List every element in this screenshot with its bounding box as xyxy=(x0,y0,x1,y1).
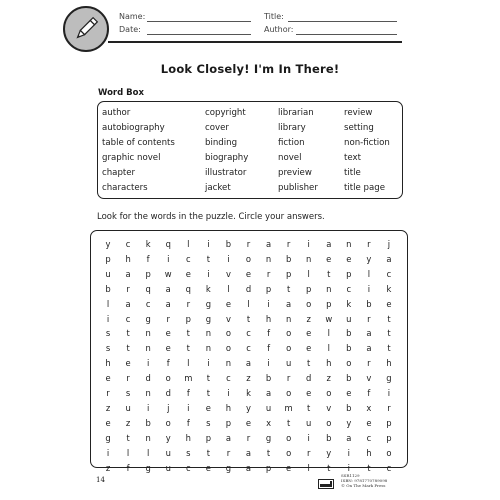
puzzle-letter[interactable]: n xyxy=(145,432,151,443)
puzzle-letter[interactable]: o xyxy=(386,447,392,458)
puzzle-letter[interactable]: f xyxy=(166,358,170,369)
puzzle-letter[interactable]: t xyxy=(206,388,210,399)
puzzle-letter[interactable]: v xyxy=(326,402,332,413)
puzzle-letter[interactable]: d xyxy=(306,373,312,384)
word-column-2 xyxy=(205,106,248,196)
puzzle-letter[interactable]: z xyxy=(105,462,111,473)
puzzle-letter[interactable]: l xyxy=(106,298,110,309)
word-item: author xyxy=(102,108,131,118)
puzzle-letter[interactable]: b xyxy=(145,417,151,428)
puzzle-letter[interactable]: g xyxy=(265,432,272,443)
puzzle-letter[interactable]: h xyxy=(386,358,392,369)
puzzle-letter[interactable]: t xyxy=(126,432,130,443)
puzzle-letter[interactable]: i xyxy=(227,388,230,399)
puzzle-letter[interactable]: i xyxy=(307,239,310,249)
puzzle-letter[interactable]: g xyxy=(145,313,151,324)
puzzle-letter[interactable]: e xyxy=(346,253,352,264)
word-item: binding xyxy=(205,138,238,148)
puzzle-letter[interactable]: t xyxy=(367,462,371,473)
puzzle-letter[interactable]: a xyxy=(245,447,252,458)
puzzle-letter[interactable]: t xyxy=(206,373,210,384)
puzzle-letter[interactable]: o xyxy=(286,432,292,443)
puzzle-letter[interactable]: j xyxy=(167,402,170,413)
puzzle-letter[interactable]: t xyxy=(126,328,130,339)
puzzle-letter[interactable]: r xyxy=(166,313,170,324)
word-item: table of contents xyxy=(102,138,175,148)
puzzle-letter[interactable]: i xyxy=(207,268,210,279)
puzzle-letter[interactable]: z xyxy=(105,402,111,413)
puzzle-letter[interactable]: o xyxy=(346,358,352,369)
puzzle-letter[interactable]: n xyxy=(145,388,151,399)
puzzle-letter[interactable]: l xyxy=(367,268,371,279)
puzzle-letter[interactable]: a xyxy=(265,388,272,399)
word-column-4 xyxy=(344,106,390,196)
word-item: cover xyxy=(205,123,229,133)
puzzle-letter[interactable]: t xyxy=(186,328,190,339)
puzzle-letter[interactable]: n xyxy=(205,343,212,354)
puzzle-letter[interactable]: c xyxy=(366,432,372,443)
puzzle-letter[interactable]: z xyxy=(125,417,131,428)
puzzle-letter[interactable]: w xyxy=(164,268,172,279)
instructions: Look for the words in the puzzle. Circle your answers. xyxy=(97,212,325,222)
puzzle-letter[interactable]: p xyxy=(386,417,392,428)
puzzle-letter[interactable]: r xyxy=(226,447,231,458)
puzzle-letter[interactable]: c xyxy=(185,462,191,473)
word-item: chapter xyxy=(102,168,136,178)
puzzle-letter[interactable]: x xyxy=(366,402,372,413)
puzzle-letter[interactable]: u xyxy=(165,462,171,473)
puzzle-letter[interactable]: a xyxy=(225,432,231,443)
puzzle-letter[interactable]: y xyxy=(366,253,372,264)
puzzle-letter[interactable]: s xyxy=(186,447,191,458)
puzzle-letter[interactable]: a xyxy=(346,432,352,443)
puzzle-letter[interactable]: n xyxy=(145,328,151,339)
puzzle-letter[interactable]: c xyxy=(226,373,231,384)
word-item: characters xyxy=(102,183,148,193)
puzzle-letter[interactable]: p xyxy=(105,253,111,264)
puzzle-letter[interactable]: b xyxy=(225,239,232,249)
publisher-logo-icon xyxy=(318,474,334,484)
puzzle-letter[interactable]: e xyxy=(366,417,372,428)
word-item: graphic novel xyxy=(102,153,161,163)
puzzle-letter[interactable]: n xyxy=(265,253,272,264)
word-item: illustrator xyxy=(205,168,247,178)
puzzle-letter[interactable]: e xyxy=(346,388,352,399)
puzzle-letter[interactable]: a xyxy=(165,283,171,294)
puzzle-letter[interactable]: p xyxy=(346,268,352,279)
puzzle-letter[interactable]: e xyxy=(245,417,252,428)
title-label: Title: xyxy=(264,12,284,21)
word-item: review xyxy=(344,108,373,118)
title-line[interactable] xyxy=(288,21,397,22)
puzzle-letter[interactable]: h xyxy=(185,432,191,443)
puzzle-letter[interactable]: c xyxy=(246,328,251,339)
puzzle-letter[interactable]: r xyxy=(286,239,291,249)
puzzle-letter[interactable]: f xyxy=(126,462,130,473)
puzzle-letter[interactable]: s xyxy=(105,328,111,339)
puzzle-letter[interactable]: e xyxy=(165,343,171,354)
puzzle-letter[interactable]: p xyxy=(306,283,312,294)
puzzle-letter[interactable]: r xyxy=(126,373,130,384)
puzzle-letter[interactable]: n xyxy=(225,358,232,369)
puzzle-letter[interactable]: b xyxy=(105,283,111,294)
puzzle-letter[interactable]: o xyxy=(286,447,292,458)
puzzle-letter[interactable]: l xyxy=(307,268,310,279)
puzzle-letter[interactable]: i xyxy=(347,447,350,458)
puzzle-letter[interactable]: t xyxy=(126,343,130,354)
puzzle-letter[interactable]: u xyxy=(165,447,171,458)
puzzle-letter[interactable]: p xyxy=(225,417,232,428)
puzzle-letter[interactable]: c xyxy=(386,462,392,473)
header-rule xyxy=(108,41,402,43)
puzzle-letter[interactable]: i xyxy=(387,388,391,399)
puzzle-letter[interactable]: b xyxy=(366,298,372,309)
puzzle-letter[interactable]: b xyxy=(346,402,352,413)
puzzle-letter[interactable]: l xyxy=(227,283,230,294)
puzzle-letter[interactable]: e xyxy=(386,298,392,309)
puzzle-letter[interactable]: f xyxy=(146,253,150,264)
title-field xyxy=(264,12,284,21)
puzzle-letter[interactable]: c xyxy=(185,253,191,264)
puzzle-letter[interactable]: y xyxy=(246,402,251,413)
puzzle-letter[interactable]: h xyxy=(225,402,232,413)
puzzle-letter[interactable]: t xyxy=(286,417,291,428)
puzzle-letter[interactable]: o xyxy=(245,253,252,264)
puzzle-letter[interactable]: e xyxy=(306,388,312,399)
puzzle-letter[interactable]: h xyxy=(265,313,272,324)
puzzle-letter[interactable]: v xyxy=(366,373,372,384)
puzzle-letter[interactable]: n xyxy=(306,253,312,264)
word-item: fiction xyxy=(278,138,305,148)
name-line[interactable] xyxy=(147,21,251,22)
puzzle-letter[interactable]: m xyxy=(184,373,193,384)
puzzle-letter[interactable]: l xyxy=(327,328,330,339)
puzzle-letter[interactable]: t xyxy=(327,268,331,279)
puzzle-letter[interactable]: e xyxy=(225,298,231,309)
puzzle-letter[interactable]: k xyxy=(246,388,251,399)
puzzle-letter[interactable]: b xyxy=(326,432,332,443)
author-field xyxy=(264,25,294,34)
puzzle-letter[interactable]: r xyxy=(367,239,371,249)
puzzle-letter[interactable]: o xyxy=(326,417,332,428)
puzzle-letter[interactable]: r xyxy=(106,388,110,399)
name-field xyxy=(119,12,145,21)
word-item: setting xyxy=(344,123,374,133)
puzzle-letter[interactable]: d xyxy=(145,373,151,384)
puzzle-letter[interactable]: d xyxy=(165,388,171,399)
date-field xyxy=(119,25,141,34)
puzzle-letter[interactable]: o xyxy=(286,388,292,399)
puzzle-letter[interactable]: i xyxy=(367,283,371,294)
puzzle-letter[interactable]: f xyxy=(367,388,371,399)
puzzle-letter[interactable]: c xyxy=(125,239,131,249)
puzzle-letter[interactable]: u xyxy=(346,313,352,324)
puzzle-letter[interactable]: k xyxy=(386,283,392,294)
word-item: text xyxy=(344,153,361,163)
word-item: autobiography xyxy=(102,123,165,133)
puzzle-letter[interactable]: q xyxy=(145,283,151,294)
puzzle-letter[interactable]: n xyxy=(326,283,332,294)
product-code: SSR1129 xyxy=(341,473,360,478)
word-box xyxy=(97,101,403,199)
puzzle-letter[interactable]: o xyxy=(286,328,292,339)
puzzle-letter[interactable]: a xyxy=(265,239,272,249)
puzzle-letter[interactable]: z xyxy=(246,373,251,384)
puzzle-letter[interactable]: k xyxy=(205,283,211,294)
puzzle-letter[interactable]: t xyxy=(307,402,311,413)
puzzle-letter[interactable]: r xyxy=(126,283,130,294)
puzzle-letter[interactable]: s xyxy=(125,388,131,399)
puzzle-letter[interactable]: i xyxy=(267,298,270,309)
word-item: title page xyxy=(344,183,385,193)
puzzle-letter[interactable]: v xyxy=(225,313,231,324)
puzzle-letter[interactable]: i xyxy=(227,253,230,264)
puzzle-letter[interactable]: b xyxy=(285,253,292,264)
puzzle-letter[interactable]: z xyxy=(306,313,311,324)
puzzle-letter[interactable]: a xyxy=(366,328,372,339)
puzzle-letter[interactable]: o xyxy=(165,417,171,428)
puzzle-letter[interactable]: t xyxy=(266,447,271,458)
puzzle-letter[interactable]: f xyxy=(186,388,190,399)
puzzle-letter[interactable]: g xyxy=(225,462,232,473)
puzzle-letter[interactable]: r xyxy=(387,402,391,413)
puzzle-letter[interactable]: e xyxy=(105,373,111,384)
puzzle-letter[interactable]: e xyxy=(326,253,332,264)
puzzle-letter[interactable]: e xyxy=(165,328,171,339)
puzzle-letter[interactable]: a xyxy=(286,298,292,309)
puzzle-letter[interactable]: e xyxy=(306,343,312,354)
puzzle-letter[interactable]: k xyxy=(346,298,352,309)
author-label: Author: xyxy=(264,25,294,34)
puzzle-letter[interactable]: u xyxy=(265,402,272,413)
puzzle-letter[interactable]: i xyxy=(267,358,270,369)
puzzle-letter[interactable]: i xyxy=(347,462,350,473)
puzzle-letter[interactable]: a xyxy=(366,343,372,354)
puzzle-letter[interactable]: p xyxy=(145,268,151,279)
puzzle-letter[interactable]: l xyxy=(187,239,190,249)
puzzle-letter[interactable]: v xyxy=(225,268,231,279)
puzzle-letter[interactable]: c xyxy=(386,268,392,279)
date-label: Date: xyxy=(119,25,141,34)
puzzle-letter[interactable]: a xyxy=(386,253,392,264)
puzzle-letter[interactable]: p xyxy=(265,283,272,294)
puzzle-letter[interactable]: x xyxy=(266,417,272,428)
puzzle-letter[interactable]: b xyxy=(346,328,352,339)
page-number: 14 xyxy=(96,476,105,484)
puzzle-letter[interactable]: t xyxy=(286,283,291,294)
date-line[interactable] xyxy=(147,34,251,35)
puzzle-letter[interactable]: p xyxy=(185,313,191,324)
word-item: jacket xyxy=(205,183,231,193)
puzzle-letter[interactable]: c xyxy=(125,313,131,324)
word-item: title xyxy=(344,168,361,178)
puzzle-letter[interactable]: b xyxy=(346,343,352,354)
word-item: library xyxy=(278,123,306,133)
puzzle-letter[interactable]: h xyxy=(125,253,131,264)
puzzle-letter[interactable]: c xyxy=(145,298,151,309)
word-item: librarian xyxy=(278,108,314,118)
puzzle-letter[interactable]: a xyxy=(245,358,252,369)
puzzle-letter[interactable]: j xyxy=(387,239,391,249)
puzzle-letter[interactable]: i xyxy=(207,239,210,249)
puzzle-letter[interactable]: b xyxy=(346,373,352,384)
puzzle-letter[interactable]: e xyxy=(185,268,191,279)
puzzle-letter[interactable]: g xyxy=(205,313,212,324)
puzzle-letter[interactable]: o xyxy=(225,343,231,354)
puzzle-letter[interactable]: t xyxy=(186,343,190,354)
puzzle-letter[interactable]: w xyxy=(325,313,333,324)
puzzle-letter[interactable]: a xyxy=(125,268,131,279)
word-column-1 xyxy=(102,106,175,196)
puzzle-letter[interactable]: r xyxy=(286,373,291,384)
puzzle-letter[interactable]: n xyxy=(346,239,352,249)
puzzle-letter[interactable]: t xyxy=(387,313,391,324)
puzzle-letter[interactable]: i xyxy=(146,358,150,369)
puzzle-letter[interactable]: o xyxy=(286,343,292,354)
puzzle-letter[interactable]: e xyxy=(286,462,292,473)
puzzle-letter[interactable]: n xyxy=(285,313,292,324)
puzzle-letter[interactable]: h xyxy=(326,358,332,369)
puzzle-letter[interactable]: g xyxy=(145,462,151,473)
puzzle-letter[interactable]: i xyxy=(167,253,170,264)
puzzle-letter[interactable]: o xyxy=(326,388,332,399)
puzzle-letter[interactable]: y xyxy=(326,447,332,458)
puzzle-letter[interactable]: k xyxy=(145,239,151,249)
puzzle-letter[interactable]: f xyxy=(267,343,271,354)
puzzle-letter[interactable]: c xyxy=(346,283,352,294)
puzzle-letter[interactable]: m xyxy=(284,402,293,413)
puzzle-letter[interactable]: a xyxy=(125,298,131,309)
puzzle-letter[interactable]: g xyxy=(105,432,111,443)
puzzle-letter[interactable]: l xyxy=(247,298,250,309)
puzzle-letter[interactable]: l xyxy=(146,447,150,458)
puzzle-letter[interactable]: z xyxy=(326,373,331,384)
author-line[interactable] xyxy=(296,34,397,35)
puzzle-letter[interactable]: t xyxy=(327,462,331,473)
puzzle-letter[interactable]: s xyxy=(206,417,211,428)
puzzle-letter[interactable]: e xyxy=(205,402,211,413)
puzzle-letter[interactable]: r xyxy=(246,432,251,443)
puzzle-letter[interactable]: t xyxy=(387,343,391,354)
puzzle-letter[interactable]: l xyxy=(126,447,130,458)
puzzle-letter[interactable]: r xyxy=(367,313,371,324)
puzzle-letter[interactable]: r xyxy=(266,268,271,279)
puzzle-letter[interactable]: d xyxy=(245,283,252,294)
puzzle-letter[interactable]: r xyxy=(186,298,191,309)
puzzle-letter[interactable]: i xyxy=(106,313,110,324)
puzzle-letter[interactable]: l xyxy=(327,343,330,354)
puzzle-letter[interactable]: h xyxy=(105,358,111,369)
puzzle-letter[interactable]: n xyxy=(205,328,212,339)
puzzle-letter[interactable]: t xyxy=(246,313,251,324)
puzzle-letter[interactable]: r xyxy=(306,447,311,458)
puzzle-letter[interactable]: o xyxy=(165,373,171,384)
puzzle-letter[interactable]: i xyxy=(307,432,310,443)
puzzle-letter[interactable]: q xyxy=(185,283,191,294)
puzzle-letter[interactable]: i xyxy=(106,447,110,458)
puzzle-letter[interactable]: f xyxy=(186,417,190,428)
puzzle-letter[interactable]: g xyxy=(205,298,212,309)
puzzle-letter[interactable]: u xyxy=(105,268,111,279)
puzzle-letter[interactable]: y xyxy=(165,432,171,443)
puzzle-letter[interactable]: p xyxy=(386,432,392,443)
letter-grid xyxy=(98,237,399,476)
puzzle-letter[interactable]: g xyxy=(386,373,392,384)
puzzle-letter[interactable]: p xyxy=(205,432,212,443)
puzzle-letter[interactable]: e xyxy=(105,417,111,428)
word-item: biography xyxy=(205,153,249,163)
puzzle-letter[interactable]: b xyxy=(265,373,272,384)
puzzle-letter[interactable]: l xyxy=(307,462,310,473)
puzzle-letter[interactable]: r xyxy=(246,239,251,249)
puzzle-letter[interactable]: h xyxy=(366,447,372,458)
puzzle-letter[interactable]: q xyxy=(165,239,171,249)
footer-info xyxy=(341,473,387,488)
puzzle-letter[interactable]: p xyxy=(265,462,272,473)
puzzle-letter[interactable]: c xyxy=(246,343,251,354)
puzzle-letter[interactable]: n xyxy=(145,343,151,354)
puzzle-letter[interactable]: p xyxy=(326,298,332,309)
puzzle-letter[interactable]: u xyxy=(285,358,292,369)
word-column-3 xyxy=(278,106,318,196)
puzzle-letter[interactable]: u xyxy=(125,402,131,413)
puzzle-letter[interactable]: p xyxy=(285,268,292,279)
word-item: preview xyxy=(278,168,312,178)
puzzle-letter[interactable]: t xyxy=(387,328,391,339)
puzzle-letter[interactable]: e xyxy=(245,268,252,279)
word-item: non-fiction xyxy=(344,138,390,148)
puzzle-letter[interactable]: i xyxy=(187,402,190,413)
puzzle-letter[interactable]: t xyxy=(206,253,210,264)
puzzle-letter[interactable]: e xyxy=(205,462,211,473)
word-box-label: Word Box xyxy=(98,88,144,98)
puzzle-letter[interactable]: a xyxy=(245,462,252,473)
copyright-notice: © On The Mark Press xyxy=(341,483,386,488)
word-item: copyright xyxy=(205,108,246,118)
page-title: Look Closely! I'm In There! xyxy=(160,62,340,76)
puzzle-letter[interactable]: e xyxy=(306,328,312,339)
puzzle-letter[interactable]: y xyxy=(105,239,111,249)
puzzle-letter[interactable]: t xyxy=(206,447,210,458)
puzzle-letter[interactable]: i xyxy=(207,358,210,369)
puzzle-letter[interactable]: y xyxy=(346,417,352,428)
puzzle-letter[interactable]: s xyxy=(105,343,111,354)
puzzle-letter[interactable]: a xyxy=(326,239,332,249)
puzzle-letter[interactable]: o xyxy=(225,328,231,339)
puzzle-letter[interactable]: a xyxy=(165,298,171,309)
puzzle-letter[interactable]: u xyxy=(306,417,312,428)
puzzle-letter[interactable]: l xyxy=(187,358,190,369)
puzzle-letter[interactable]: f xyxy=(267,328,271,339)
puzzle-letter[interactable]: i xyxy=(146,402,150,413)
isbn: ISBN: 9781770789098 xyxy=(341,478,388,483)
puzzle-letter[interactable]: t xyxy=(307,358,311,369)
puzzle-letter[interactable]: r xyxy=(367,358,371,369)
word-search-puzzle xyxy=(90,230,408,473)
pencil-icon xyxy=(63,6,109,52)
word-item: novel xyxy=(278,153,302,163)
puzzle-letter[interactable]: o xyxy=(306,298,312,309)
word-item: publisher xyxy=(278,183,318,193)
name-label: Name: xyxy=(119,12,146,21)
puzzle-letter[interactable]: e xyxy=(125,358,131,369)
